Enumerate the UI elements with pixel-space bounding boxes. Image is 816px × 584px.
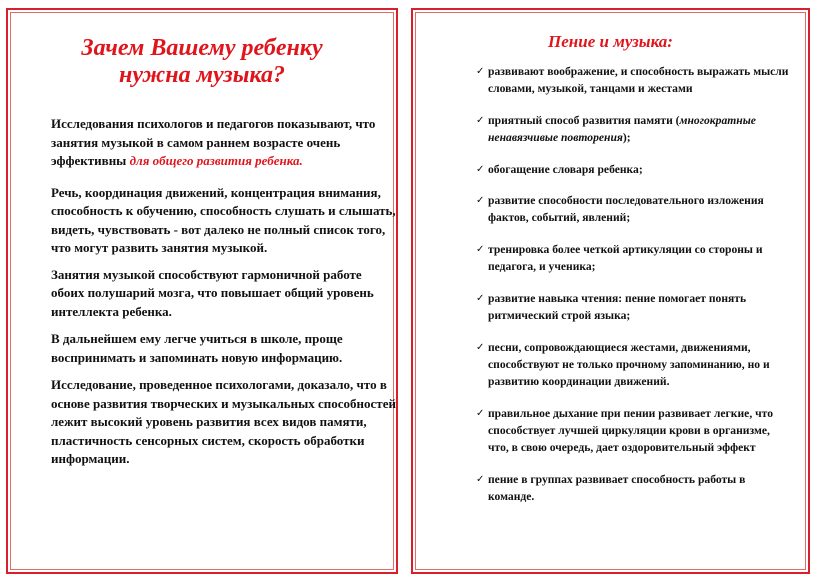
checkmark-icon: ✓ (476, 195, 485, 206)
list-item-text: тренировка более четкой артикуляции со стороны и педагога, и ученика; (488, 243, 763, 273)
checkmark-icon: ✓ (476, 342, 485, 353)
list-item-text: развитие навыка чтения: пение помогает понять ритмический строй языка; (488, 292, 747, 322)
list-item-text: развитие способности последовательного изложения фактов, событий, явлений; (488, 194, 764, 224)
paragraph-4: В дальнейшем ему легче учиться в школе, проще воспринимать и запоминать новую информацию. (51, 331, 343, 365)
paragraph-5: Исследование, проведенное психологами, доказало, что в основе развития творческих и музыкальных способностей лежит высокий уровень развития всех видов памяти, пластичность сенсорных систем, скорость обработки информации. (51, 377, 396, 466)
list-item (476, 339, 791, 390)
paragraph-1-emphasis: для общего развития ребенка. (129, 153, 303, 168)
paragraph-2: Речь, координация движений, концентрация внимания, способность к обучению, способность слушать и слышать, видеть, чувствовать - вот далеко не полный список того, что могут развить занятия музыкой. (51, 184, 396, 255)
list-item-text: правильное дыхание при пении развивает легкие, что способствует лучшей циркуляции крови в организме, что, в свою очередь, дает оздоровительный эффект (488, 407, 773, 454)
list-item (476, 63, 791, 97)
checkmark-icon: ✓ (476, 164, 485, 175)
left-body (51, 115, 396, 476)
list-item (476, 192, 791, 226)
list-item-text: развивают воображение, и способность выражать мысли словами, музыкой, танцами и жестами (488, 65, 789, 95)
list-item (476, 290, 791, 324)
checkmark-icon: ✓ (476, 293, 485, 304)
checkmark-icon: ✓ (476, 244, 485, 255)
list-item (476, 241, 791, 275)
checkmark-icon: ✓ (476, 66, 485, 77)
list-item (476, 405, 791, 456)
list-item-text: пение в группах развивает способность работы в команде. (488, 473, 746, 503)
list-item (476, 471, 791, 505)
left-title (11, 35, 393, 89)
right-panel (411, 8, 810, 574)
benefits-list (476, 63, 791, 505)
list-item-text: обогащение словаря ребенка; (488, 163, 643, 176)
right-panel-inner-border (415, 12, 806, 570)
checkmark-icon: ✓ (476, 474, 485, 485)
list-item-tail: ); (622, 131, 631, 144)
left-panel-inner-border (10, 12, 394, 570)
checkmark-icon: ✓ (476, 408, 485, 419)
list-item-text: приятный способ развития памяти ( (488, 114, 680, 127)
list-item-emphasis: многократные ненавязчивые повторения (488, 114, 756, 144)
list-item (476, 161, 791, 178)
right-title: Пение и музыка: (548, 32, 673, 51)
checkmark-icon: ✓ (476, 115, 485, 126)
paragraph-3: Занятия музыкой способствуют гармоничной работе обоих полушарий мозга, что повышает общий уровень интеллекта ребенка. (51, 266, 374, 319)
left-panel (6, 8, 398, 574)
left-title-line2: нужна музыка? (119, 62, 285, 88)
paragraph-1 (51, 115, 396, 171)
list-item-text: песни, сопровождающиеся жестами, движениями, способствуют не только прочному запоминанию, но и развитию координации движений. (488, 341, 770, 388)
list-item (476, 112, 791, 146)
left-title-line1: Зачем Вашему ребенку (81, 35, 323, 61)
paragraph-1-text: Исследования психологов и педагогов показывают, что занятия музыкой в самом раннем возрасте очень эффективны (51, 116, 376, 168)
